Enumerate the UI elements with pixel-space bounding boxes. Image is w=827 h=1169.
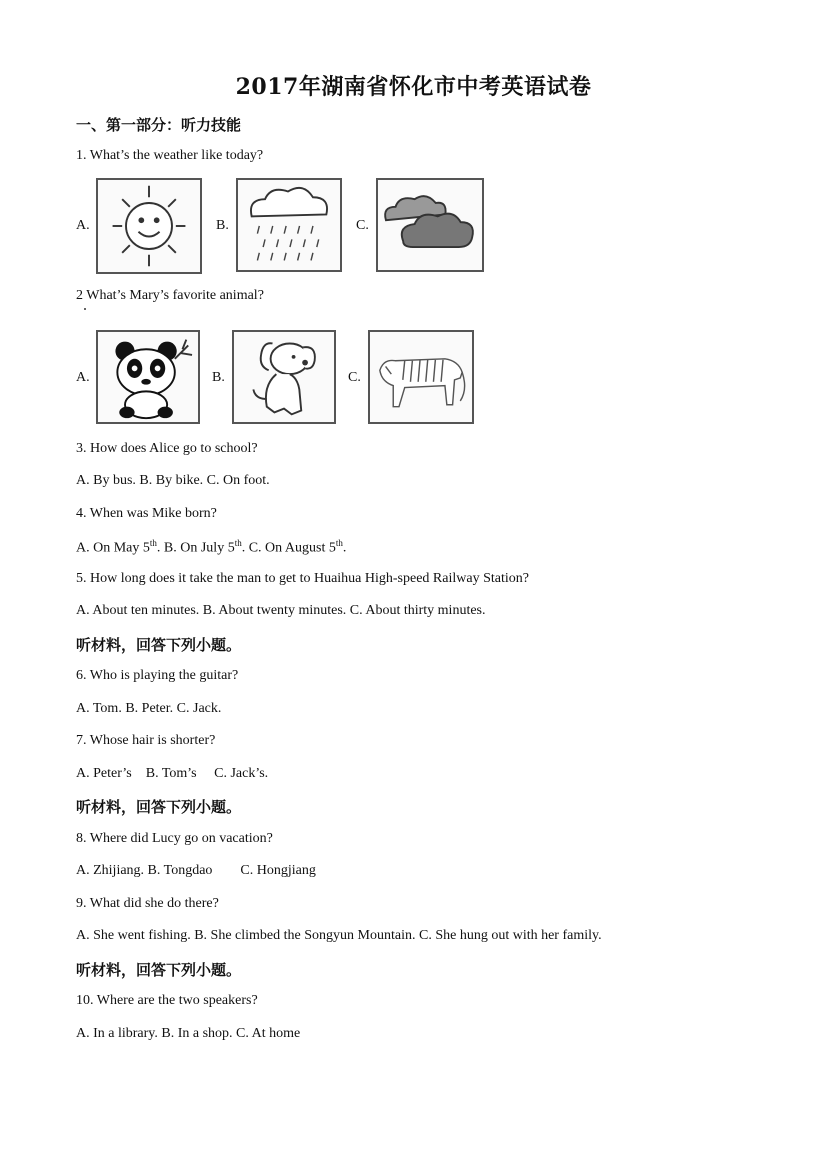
q1-label-b: B. xyxy=(216,218,229,233)
q2-label-c: C. xyxy=(348,370,361,385)
q2-label-a: A. xyxy=(76,370,90,385)
page-title: 2017年湖南省怀化市中考英语试卷 xyxy=(235,74,592,100)
sun-icon xyxy=(96,178,202,274)
question-6: 6. Who is playing the guitar? xyxy=(76,668,239,683)
q2-label-b: B. xyxy=(212,370,225,385)
section-heading-listening: 一、第一部分：听力技能 xyxy=(76,116,242,134)
question-10: 10. Where are the two speakers? xyxy=(76,993,258,1008)
question-4: 4. When was Mike born? xyxy=(76,506,217,521)
q1-label-c: C. xyxy=(356,218,369,233)
listen-instruction-1: 听材料，回答下列小题。 xyxy=(76,636,242,654)
question-6-options: A. Tom. B. Peter. C. Jack. xyxy=(76,701,222,716)
question-9: 9. What did she do there? xyxy=(76,896,219,911)
q1-label-a: A. xyxy=(76,218,90,233)
stray-dot xyxy=(84,308,86,310)
question-1: 1. What’s the weather like today? xyxy=(76,148,264,163)
question-8: 8. Where did Lucy go on vacation? xyxy=(76,831,273,846)
question-7: 7. Whose hair is shorter? xyxy=(76,733,216,748)
tiger-icon xyxy=(368,330,474,424)
question-9-options: A. She went fishing. B. She climbed the Songyun Mountain. C. She hung out with her family. xyxy=(76,928,602,943)
question-3-options: A. By bus. B. By bike. C. On foot. xyxy=(76,473,270,488)
question-8-options: A. Zhijiang. B. Tongdao C. Hongjiang xyxy=(76,863,316,878)
question-4-options: A. On May 5th. B. On July 5th. C. On August 5th. xyxy=(76,538,347,556)
question-2: 2 What’s Mary’s favorite animal? xyxy=(76,288,264,303)
panda-icon xyxy=(96,330,200,424)
question-5-options: A. About ten minutes. B. About twenty minutes. C. About thirty minutes. xyxy=(76,603,486,618)
question-3: 3. How does Alice go to school? xyxy=(76,441,258,456)
listen-instruction-2: 听材料，回答下列小题。 xyxy=(76,798,242,816)
dark-cloud-icon xyxy=(376,178,484,272)
question-10-options: A. In a library. B. In a shop. C. At home xyxy=(76,1026,301,1041)
listen-instruction-3: 听材料，回答下列小题。 xyxy=(76,961,242,979)
question-5: 5. How long does it take the man to get to Huaihua High-speed Railway Station? xyxy=(76,571,529,586)
question-7-options: A. Peter’s B. Tom’s C. Jack’s. xyxy=(76,766,269,781)
dog-icon xyxy=(232,330,336,424)
rain-cloud-icon xyxy=(236,178,342,272)
